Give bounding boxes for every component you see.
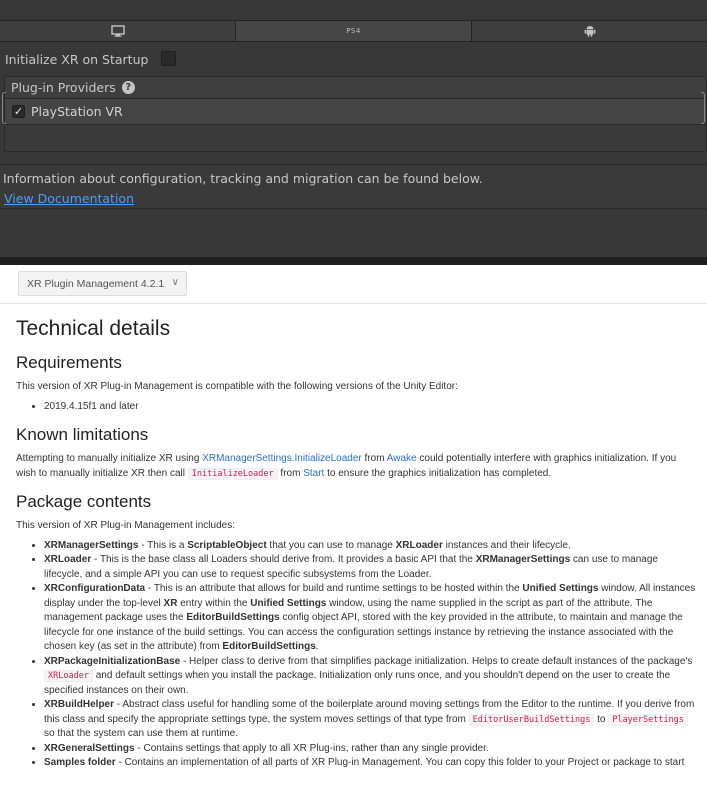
xr-plugin-settings-panel <box>0 0 707 262</box>
text-span: instances and their lifecycle. <box>442 539 571 551</box>
text-span: from <box>277 467 304 479</box>
term: XRBuildHelper <box>44 699 115 710</box>
doc-divider <box>0 303 707 304</box>
awake-link[interactable]: Awake <box>386 452 417 464</box>
text-span: entry within the <box>177 597 251 609</box>
chevron-down-icon: ∨ <box>171 277 179 288</box>
info-text: Information about configuration, tracking and migration can be found below. <box>3 171 483 186</box>
editor-empty-area <box>0 209 707 257</box>
term: Unified Settings <box>250 597 327 609</box>
provider-label: PlayStation VR <box>31 104 123 119</box>
term: XRGeneralSettings <box>44 742 135 754</box>
text-span: and default settings when you install the package. Initialization only runs once, and you shouldn't depend on the user to create the specified instances on their own. <box>44 670 671 696</box>
term: XRManagerSettings <box>44 539 139 551</box>
term: XR <box>163 597 178 609</box>
inline-code: InitializeLoader <box>188 468 278 480</box>
list-item-samples-folder <box>44 756 698 771</box>
tab-android[interactable] <box>472 21 707 41</box>
package-contents-heading: Package contents <box>16 491 152 511</box>
version-dropdown[interactable] <box>18 271 187 296</box>
provider-list-empty-area <box>5 126 706 151</box>
text-span: so that the system can use them at runtime. <box>44 728 238 739</box>
text-span: . <box>315 641 319 652</box>
inline-code: PlayerSettings <box>608 714 688 726</box>
list-scrollbar[interactable] <box>701 92 705 124</box>
text-span: can use to manage lifecycle, and a simple API you can use to request specific subsystems from the Loader. <box>44 554 658 580</box>
start-link[interactable]: Start <box>303 467 325 479</box>
version-label: XR Plugin Management 4.2.1 <box>27 277 165 290</box>
text-span: window. All instances display under the top-level <box>44 583 696 609</box>
list-item-xrpackageinitializationbase <box>44 655 698 699</box>
page-title: Technical details <box>16 317 171 340</box>
text-span: - Contains an implementation of all parts of XR Plug-in Management. You can copy this folder to your Project or package to start <box>115 757 685 768</box>
text-span: to ensure the graphics initialization has completed. <box>324 467 552 479</box>
doc-content <box>16 317 698 777</box>
tab-ps4[interactable] <box>236 21 472 41</box>
term: Samples folder <box>44 757 116 768</box>
term: XRPackageInitializationBase <box>44 655 181 667</box>
view-documentation-link[interactable]: View Documentation <box>4 191 134 206</box>
package-contents-list <box>44 539 698 771</box>
text-span: - Abstract class useful for handling some of the boilerplate around moving settings from the Editor to the runtime. If you derive from this class and specify the appropriate settings type, the system moves settings of that type from <box>44 699 695 725</box>
package-contents-intro: This version of XR Plug-in Management includes: <box>16 519 235 531</box>
list-scroll-bracket-left <box>2 92 6 124</box>
initialize-loader-link[interactable]: XRManagerSettings.InitializeLoader <box>202 452 362 464</box>
term: EditorBuildSettings <box>186 612 280 623</box>
term: ScriptableObject <box>187 539 267 551</box>
initialize-xr-checkbox[interactable] <box>161 51 176 66</box>
list-item-xrbuildhelper <box>44 698 698 742</box>
text-span: Attempting to manually initialize XR using <box>16 452 203 464</box>
provider-checkbox[interactable]: ✓ <box>13 105 24 118</box>
editor-top-strip <box>0 0 707 20</box>
term: XRConfigurationData <box>44 583 146 594</box>
list-item-xrmanagersettings <box>44 539 698 554</box>
inline-code: XRLoader <box>44 670 93 682</box>
term: XRLoader <box>395 539 443 551</box>
list-item-xrconfigurationdata <box>44 582 698 655</box>
tab-standalone[interactable] <box>0 21 236 41</box>
help-icon[interactable]: ? <box>122 81 135 94</box>
text-span: that you can use to manage <box>266 539 396 551</box>
initialize-xr-label: Initialize XR on Startup <box>5 51 149 67</box>
inline-code: EditorUserBuildSettings <box>469 714 595 726</box>
plugin-providers-title: Plug-in Providers <box>11 80 116 95</box>
list-item-xrloader <box>44 553 698 582</box>
text-span: - This is the base class all Loaders should derive from. It provides a basic API that the <box>91 554 476 565</box>
known-limitations-text <box>16 451 698 482</box>
text-span: - This is a <box>138 539 188 551</box>
term: EditorBuildSettings <box>222 641 316 652</box>
documentation-page <box>0 265 707 796</box>
known-limitations-heading: Known limitations <box>16 424 149 444</box>
platform-tabs <box>0 20 707 42</box>
requirements-heading: Requirements <box>16 353 122 372</box>
ps4-icon: PS4 <box>346 27 361 35</box>
documentation-info-box <box>0 164 707 209</box>
plugin-providers-list <box>4 76 707 152</box>
initialize-xr-row <box>0 48 707 70</box>
term: Unified Settings <box>522 583 599 594</box>
text-span: window, using the name supplied in the script as part of the attribute. The management package uses the <box>44 597 653 623</box>
text-span: from <box>361 452 387 464</box>
text-span: config object API, stored with the key provided in the attribute, to maintain and manage the lifecycle for one instance of the build settings. You can access the configuration settings instance by retrieving the instance associated with the chosen key (as set in the attribute) from <box>44 612 683 652</box>
monitor-icon <box>111 22 125 41</box>
text-span: - Helper class to derive from that simplifies package initialization. Helps to create default instances of the package's <box>180 655 693 667</box>
provider-item-playstation-vr[interactable] <box>5 99 706 125</box>
term: XRLoader <box>44 554 92 565</box>
text-span: to <box>594 713 609 725</box>
text-span: could potentially interfere with graphics initialization. If you wish to manually initialize XR then call <box>16 452 677 479</box>
list-item: • 2019.4.15f1 and later <box>44 400 698 415</box>
requirements-text: This version of XR Plug-in Management is compatible with the following versions of the Unity Editor: <box>16 381 458 392</box>
list-item-xrgeneralsettings <box>44 742 698 757</box>
plugin-providers-header <box>5 77 706 99</box>
android-icon <box>584 22 596 41</box>
term: XRManagerSettings <box>475 554 571 565</box>
requirements-list <box>44 400 698 415</box>
text-span: - This is an attribute that allows for build and runtime settings to be hosted within the <box>145 583 523 594</box>
text-span: - Contains settings that apply to all XR Plug-ins, rather than any single provider. <box>134 742 489 754</box>
panel-separator <box>0 257 707 265</box>
